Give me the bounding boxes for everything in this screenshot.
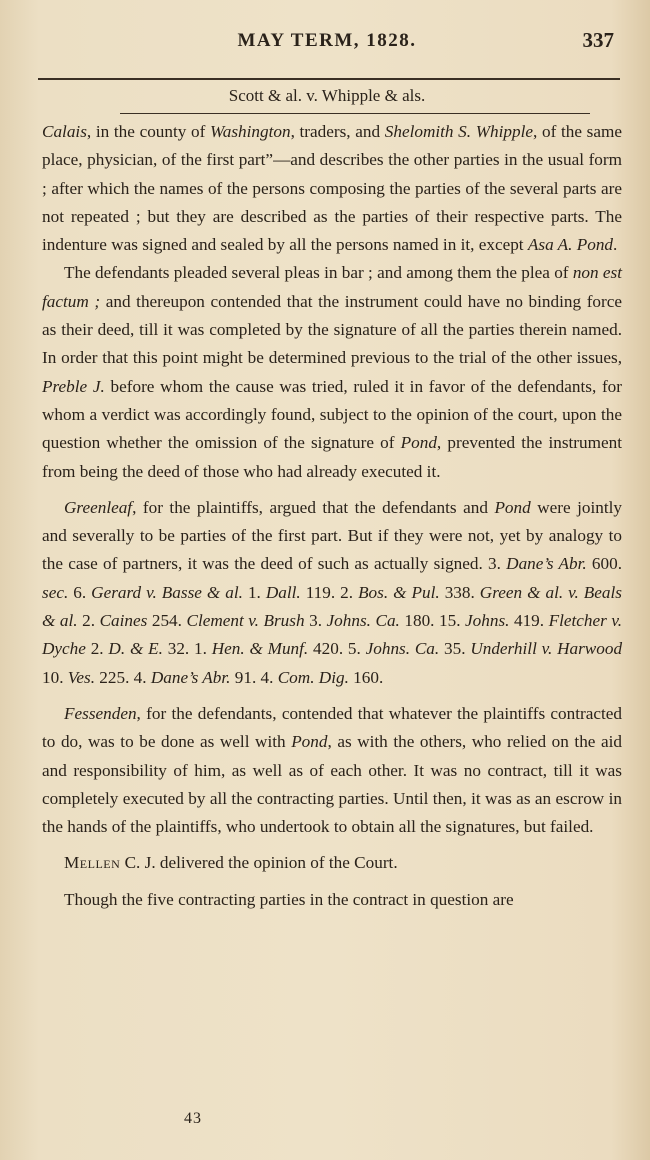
paragraph-3 — [42, 494, 622, 692]
text-run: , of the same place, physician, of the first part”—and describes the other parties in the usual form ; after which the names of the persons composing the parties of the several parts are not repeated ; but they are described as the parties of their respective parts. The indenture was signed and sealed by all the persons named in it, except — [42, 122, 622, 255]
small-caps-run: Mellen — [64, 853, 121, 873]
italic-run: Underhill v. Harwood — [470, 639, 623, 659]
paragraph-1 — [42, 118, 622, 259]
italic-run: Clement v. Brush — [186, 611, 305, 631]
italic-run: Calais — [42, 122, 87, 141]
paragraph-6 — [42, 886, 622, 914]
italic-run: Hen. & Munf. — [211, 639, 309, 659]
text-run: , in the county of — [86, 122, 211, 141]
paragraph-2 — [42, 259, 622, 485]
italic-run: Fessenden — [64, 703, 137, 723]
italic-run: Johns. Ca. — [326, 611, 400, 631]
italic-run: D. & E. — [108, 639, 163, 659]
italic-run: Com. Dig. — [277, 667, 349, 687]
text-run: 2. — [85, 639, 109, 659]
italic-run: Pond — [494, 497, 531, 517]
text-run: The defendants pleaded several pleas in bar ; and among them the plea of — [64, 263, 573, 283]
italic-run: Greenleaf — [64, 497, 133, 517]
italic-run: Preble J. — [42, 376, 105, 396]
text-run: 91. 4. — [230, 667, 278, 687]
page-number: 337 — [582, 28, 614, 52]
text-run: Though the five contracting parties in the contract in question are — [64, 889, 514, 909]
italic-run: Johns. Ca. — [365, 639, 440, 659]
italic-run: sec. — [42, 582, 69, 602]
text-run: , as with the others, who relied on the aid and responsibility of him, as well as of each other. It was no contract, till it was completely executed by all the contracting parties. Until then, it was as an escrow in the hands of the plaintiffs, who undertook to obtain all the signatures, but failed. — [42, 732, 622, 837]
italic-run: Pond — [291, 732, 328, 752]
italic-run: Washington — [210, 122, 291, 141]
italic-run: Green & al. v. Beals & al. — [42, 582, 622, 631]
header-rule-top — [38, 78, 620, 80]
text-run: 119. 2. — [300, 582, 359, 602]
text-run: C. J. delivered the opinion of the Court. — [120, 853, 398, 873]
text-run: , traders, and — [290, 122, 385, 141]
text-run: were jointly and severally to be parties of the first part. But if they were not, yet by analogy to the case of partners, it was the deed of such as actually signed. 3. — [42, 497, 622, 574]
text-run: , prevented the instrument from being the deed of those who had already executed it. — [42, 433, 622, 481]
text-run: 6. — [68, 582, 92, 602]
italic-run: Shelomith S. Whipple — [384, 122, 534, 141]
italic-run: Asa A. Pond — [527, 235, 614, 255]
text-run: 10. — [42, 667, 68, 687]
text-run: 225. 4. — [95, 667, 151, 687]
italic-run: Ves. — [67, 667, 95, 687]
text-run: 180. 15. — [399, 611, 466, 631]
text-run: 2. — [77, 611, 100, 631]
header-rule-bottom — [120, 113, 590, 114]
text-run: 419. — [509, 611, 549, 631]
text-run: 600. — [586, 554, 622, 574]
signature-mark: 43 — [184, 1110, 202, 1127]
text-run: 160. — [348, 667, 384, 687]
text-run: 35. — [439, 639, 471, 659]
text-run: before whom the cause was tried, ruled it in favor of the defendants, for whom a verdict was accordingly found, subject to the opinion of the court, upon the question whether the omission of the signature of — [42, 376, 622, 453]
text-run: 420. 5. — [308, 639, 366, 659]
running-title: MAY TERM, 1828. — [237, 30, 417, 51]
italic-run: Fletcher v. Dyche — [42, 611, 623, 659]
italic-run: non est factum ; — [42, 263, 623, 311]
italic-run: Bos. & Pul. — [358, 582, 440, 602]
italic-run: Pond — [400, 433, 437, 453]
italic-run: Gerard v. Basse & al. — [91, 582, 243, 602]
text-run: and thereupon contended that the instrument could have no binding force as their deed, till it was completed by the signature of all the parties therein named. In order that this point might be determined previous to the trial of the other issues, — [42, 291, 622, 368]
text-run: 1. — [242, 582, 266, 602]
text-run: 338. — [439, 582, 480, 602]
text-run: , for the defendants, contended that whatever the plaintiffs contracted to do, was to be done as well with — [42, 703, 622, 752]
paragraph-4 — [42, 700, 622, 841]
text-run: . — [613, 235, 618, 255]
italic-run: Dane’s Abr. — [506, 554, 587, 574]
italic-run: Johns. — [465, 611, 510, 631]
running-head — [40, 28, 614, 58]
body-text — [42, 118, 622, 914]
text-run: 32. 1. — [162, 639, 212, 659]
text-run: 3. — [304, 611, 327, 631]
italic-run: Dane’s Abr. — [150, 667, 231, 687]
text-run: , for the plaintiffs, argued that the defendants and — [132, 497, 495, 517]
text-run: 254. — [147, 611, 187, 631]
italic-run: Caines — [99, 611, 148, 631]
case-title: Scott & al. v. Whipple & als. — [228, 86, 426, 105]
paragraph-5 — [42, 849, 622, 877]
italic-run: Dall. — [265, 582, 301, 602]
